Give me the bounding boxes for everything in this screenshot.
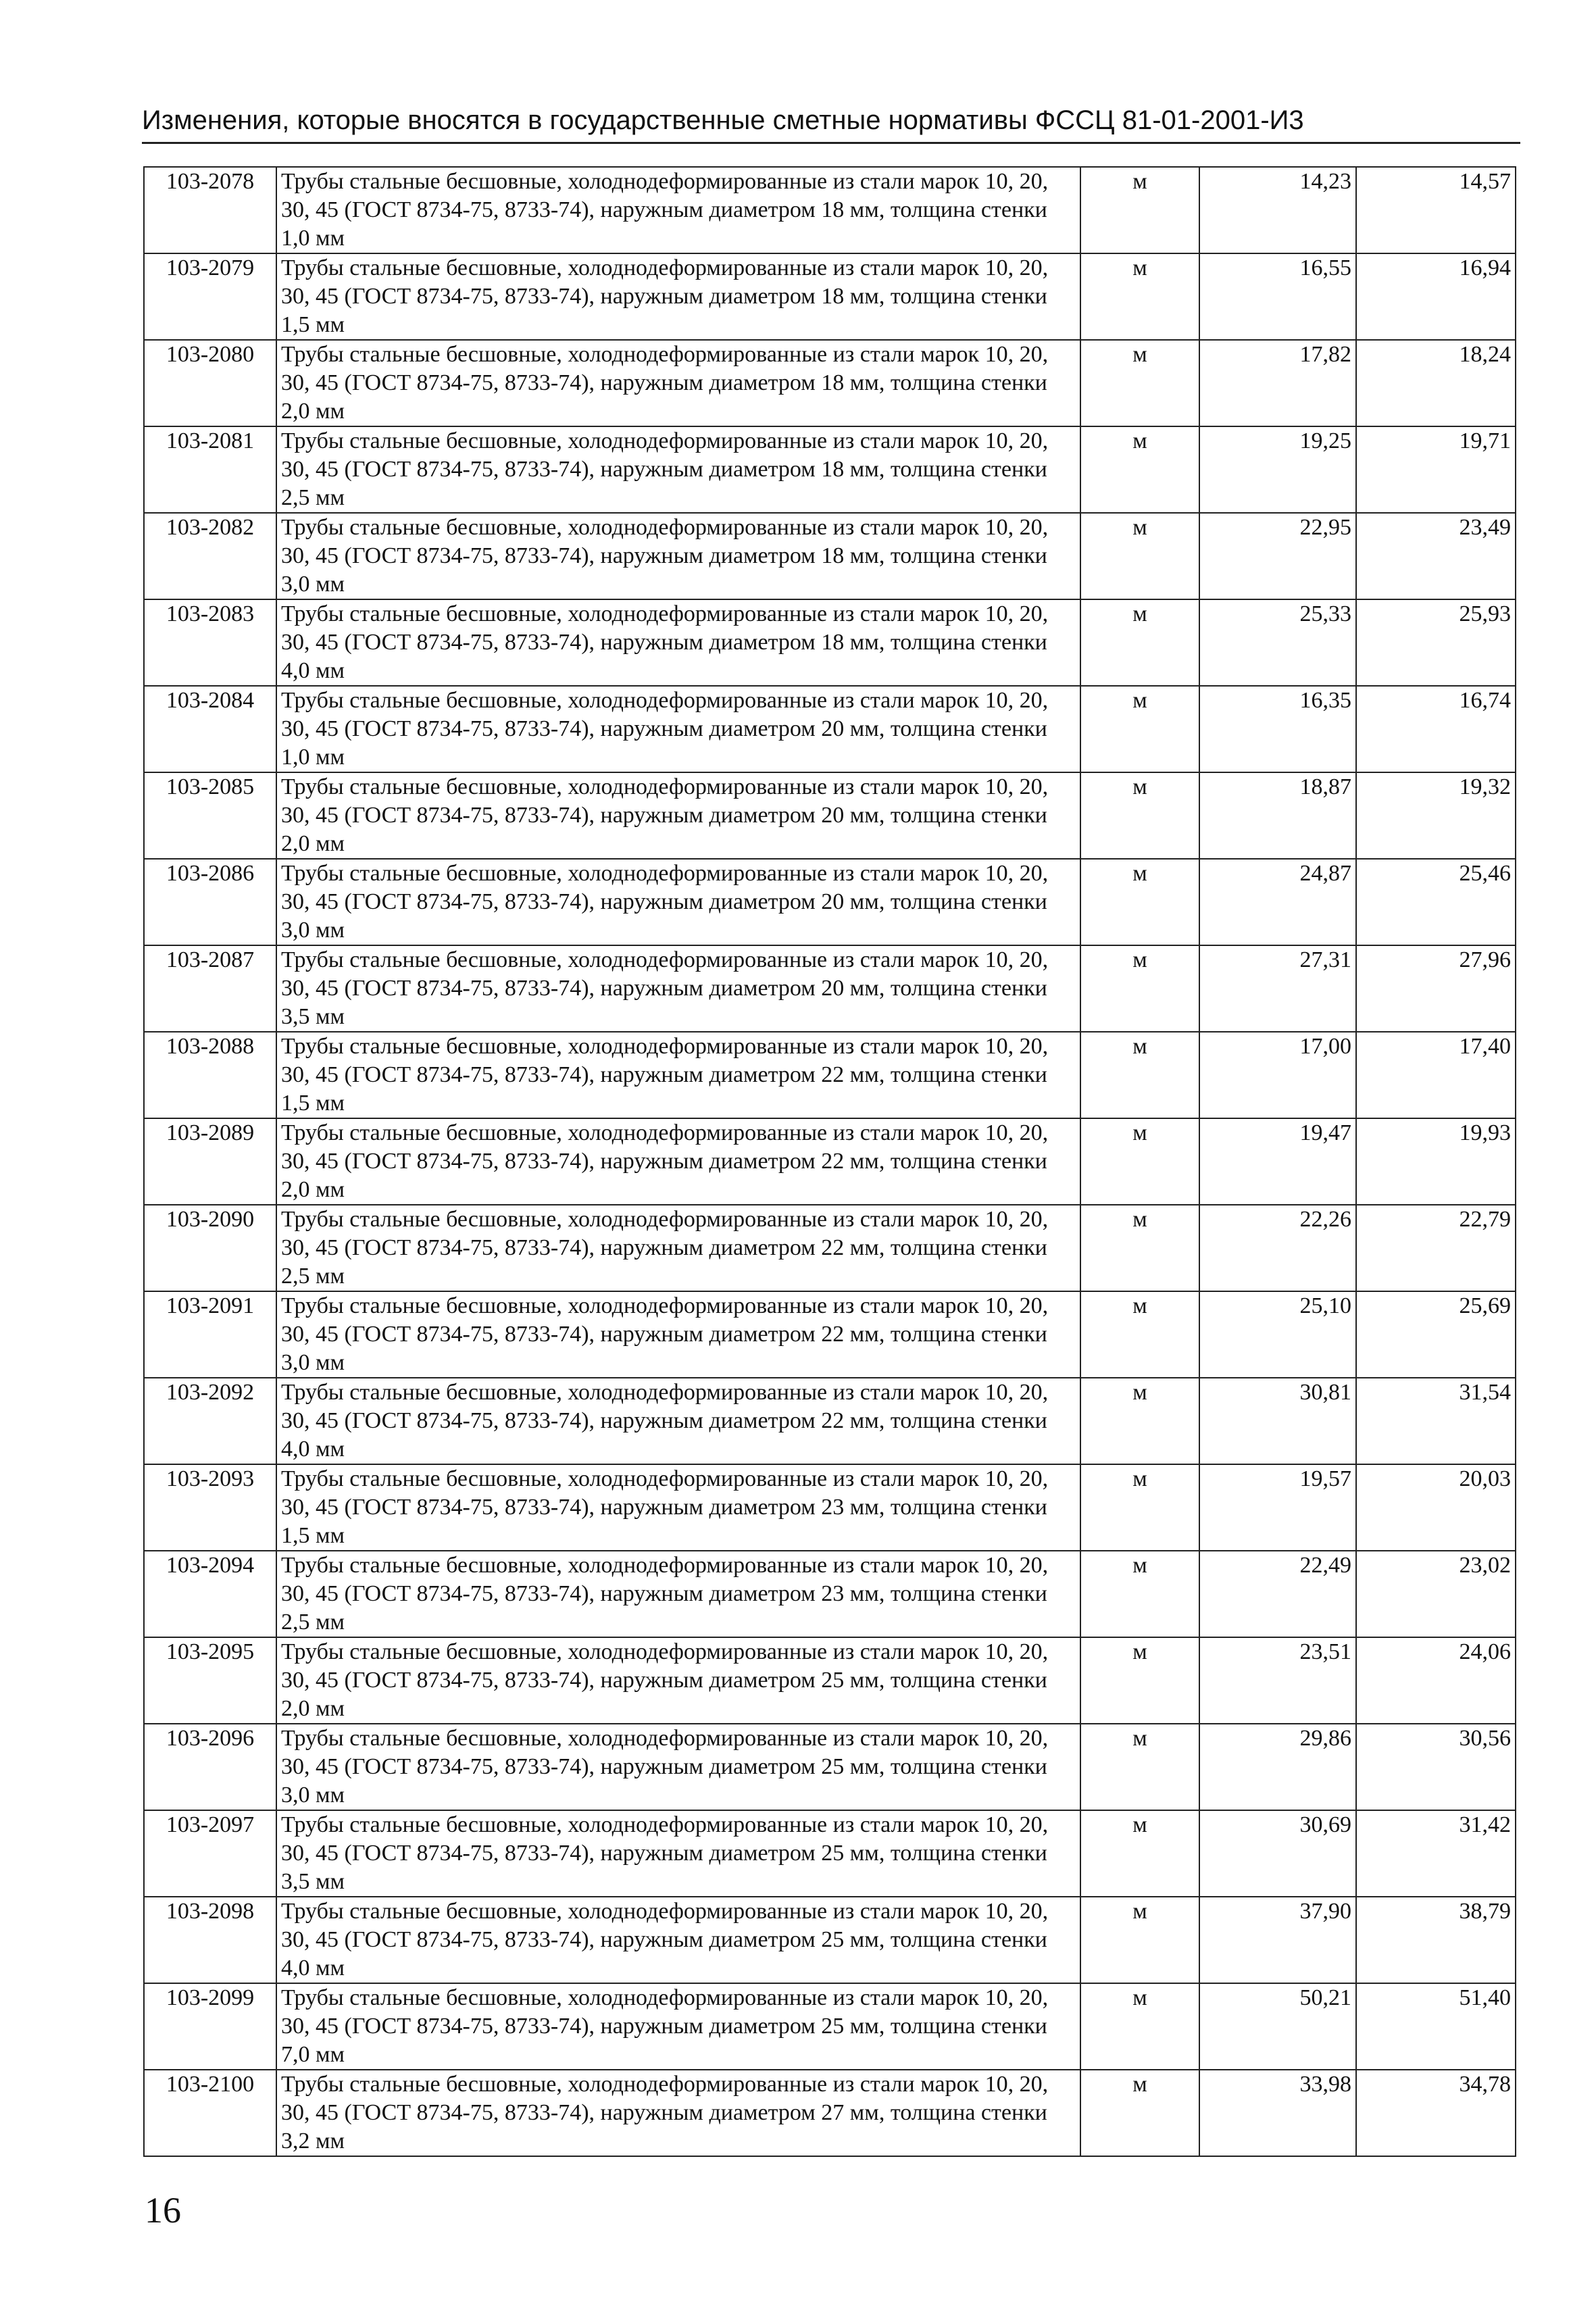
row-price-2: 17,40 [1356, 1032, 1516, 1118]
table-row [144, 1637, 1516, 1724]
row-price-1: 19,57 [1199, 1464, 1356, 1551]
row-price-2: 31,42 [1356, 1810, 1516, 1897]
row-price-2: 16,74 [1356, 686, 1516, 772]
row-description: Трубы стальные бесшовные, холоднодеформированные из стали марок 10, 20, 30, 45 (ГОСТ 8734-75, 8733-74), наружным диаметром 18 мм, толщина стенки 1,0 мм [276, 167, 1080, 253]
row-price-2: 25,69 [1356, 1291, 1516, 1378]
table-row [144, 859, 1516, 945]
row-price-2: 14,57 [1356, 167, 1516, 253]
row-price-1: 18,87 [1199, 772, 1356, 859]
row-price-1: 17,82 [1199, 340, 1356, 426]
row-description: Трубы стальные бесшовные, холоднодеформированные из стали марок 10, 20, 30, 45 (ГОСТ 8734-75, 8733-74), наружным диаметром 20 мм, толщина стенки 3,0 мм [276, 859, 1080, 945]
row-price-2: 19,71 [1356, 426, 1516, 513]
row-unit: м [1080, 1378, 1199, 1464]
table-row [144, 1464, 1516, 1551]
row-code: 103-2086 [144, 859, 276, 945]
row-description: Трубы стальные бесшовные, холоднодеформированные из стали марок 10, 20, 30, 45 (ГОСТ 8734-75, 8733-74), наружным диаметром 18 мм, толщина стенки 2,0 мм [276, 340, 1080, 426]
row-unit: м [1080, 340, 1199, 426]
row-price-1: 30,81 [1199, 1378, 1356, 1464]
row-unit: м [1080, 859, 1199, 945]
row-description: Трубы стальные бесшовные, холоднодеформированные из стали марок 10, 20, 30, 45 (ГОСТ 8734-75, 8733-74), наружным диаметром 18 мм, толщина стенки 3,0 мм [276, 513, 1080, 599]
row-code: 103-2078 [144, 167, 276, 253]
row-price-1: 30,69 [1199, 1810, 1356, 1897]
row-code: 103-2089 [144, 1118, 276, 1205]
row-description: Трубы стальные бесшовные, холоднодеформированные из стали марок 10, 20, 30, 45 (ГОСТ 8734-75, 8733-74), наружным диаметром 27 мм, толщина стенки 3,2 мм [276, 2070, 1080, 2156]
row-description: Трубы стальные бесшовные, холоднодеформированные из стали марок 10, 20, 30, 45 (ГОСТ 8734-75, 8733-74), наружным диаметром 18 мм, толщина стенки 2,5 мм [276, 426, 1080, 513]
row-price-2: 34,78 [1356, 2070, 1516, 2156]
row-price-2: 23,49 [1356, 513, 1516, 599]
row-price-1: 14,23 [1199, 167, 1356, 253]
row-price-1: 19,25 [1199, 426, 1356, 513]
row-unit: м [1080, 426, 1199, 513]
row-unit: м [1080, 2070, 1199, 2156]
row-unit: м [1080, 1810, 1199, 1897]
row-price-2: 24,06 [1356, 1637, 1516, 1724]
row-unit: м [1080, 772, 1199, 859]
row-description: Трубы стальные бесшовные, холоднодеформированные из стали марок 10, 20, 30, 45 (ГОСТ 8734-75, 8733-74), наружным диаметром 22 мм, толщина стенки 2,5 мм [276, 1205, 1080, 1291]
row-description: Трубы стальные бесшовные, холоднодеформированные из стали марок 10, 20, 30, 45 (ГОСТ 8734-75, 8733-74), наружным диаметром 22 мм, толщина стенки 1,5 мм [276, 1032, 1080, 1118]
row-description: Трубы стальные бесшовные, холоднодеформированные из стали марок 10, 20, 30, 45 (ГОСТ 8734-75, 8733-74), наружным диаметром 25 мм, толщина стенки 7,0 мм [276, 1983, 1080, 2070]
row-description: Трубы стальные бесшовные, холоднодеформированные из стали марок 10, 20, 30, 45 (ГОСТ 8734-75, 8733-74), наружным диаметром 22 мм, толщина стенки 3,0 мм [276, 1291, 1080, 1378]
table-row [144, 686, 1516, 772]
row-description: Трубы стальные бесшовные, холоднодеформированные из стали марок 10, 20, 30, 45 (ГОСТ 8734-75, 8733-74), наружным диаметром 23 мм, толщина стенки 1,5 мм [276, 1464, 1080, 1551]
row-price-1: 25,33 [1199, 599, 1356, 686]
row-unit: м [1080, 1897, 1199, 1983]
row-description: Трубы стальные бесшовные, холоднодеформированные из стали марок 10, 20, 30, 45 (ГОСТ 8734-75, 8733-74), наружным диаметром 25 мм, толщина стенки 3,0 мм [276, 1724, 1080, 1810]
row-price-2: 16,94 [1356, 253, 1516, 340]
row-price-1: 22,95 [1199, 513, 1356, 599]
row-unit: м [1080, 1205, 1199, 1291]
row-code: 103-2090 [144, 1205, 276, 1291]
row-description: Трубы стальные бесшовные, холоднодеформированные из стали марок 10, 20, 30, 45 (ГОСТ 8734-75, 8733-74), наружным диаметром 20 мм, толщина стенки 3,5 мм [276, 945, 1080, 1032]
table-body [144, 167, 1516, 2156]
price-table [143, 166, 1516, 2157]
table-row [144, 772, 1516, 859]
row-code: 103-2098 [144, 1897, 276, 1983]
row-price-2: 19,32 [1356, 772, 1516, 859]
row-code: 103-2094 [144, 1551, 276, 1637]
table-row [144, 1551, 1516, 1637]
row-price-1: 17,00 [1199, 1032, 1356, 1118]
row-code: 103-2099 [144, 1983, 276, 2070]
table-row [144, 1983, 1516, 2070]
row-price-2: 51,40 [1356, 1983, 1516, 2070]
row-code: 103-2096 [144, 1724, 276, 1810]
row-unit: м [1080, 1551, 1199, 1637]
row-description: Трубы стальные бесшовные, холоднодеформированные из стали марок 10, 20, 30, 45 (ГОСТ 8734-75, 8733-74), наружным диаметром 25 мм, толщина стенки 4,0 мм [276, 1897, 1080, 1983]
row-price-2: 25,93 [1356, 599, 1516, 686]
row-code: 103-2080 [144, 340, 276, 426]
row-code: 103-2095 [144, 1637, 276, 1724]
row-unit: м [1080, 1637, 1199, 1724]
row-code: 103-2084 [144, 686, 276, 772]
row-code: 103-2100 [144, 2070, 276, 2156]
row-unit: м [1080, 167, 1199, 253]
row-code: 103-2082 [144, 513, 276, 599]
row-price-2: 31,54 [1356, 1378, 1516, 1464]
row-code: 103-2085 [144, 772, 276, 859]
row-price-1: 25,10 [1199, 1291, 1356, 1378]
row-code: 103-2079 [144, 253, 276, 340]
row-price-1: 29,86 [1199, 1724, 1356, 1810]
row-description: Трубы стальные бесшовные, холоднодеформированные из стали марок 10, 20, 30, 45 (ГОСТ 8734-75, 8733-74), наружным диаметром 25 мм, толщина стенки 2,0 мм [276, 1637, 1080, 1724]
table-row [144, 340, 1516, 426]
row-price-2: 25,46 [1356, 859, 1516, 945]
row-unit: м [1080, 253, 1199, 340]
row-description: Трубы стальные бесшовные, холоднодеформированные из стали марок 10, 20, 30, 45 (ГОСТ 8734-75, 8733-74), наружным диаметром 25 мм, толщина стенки 3,5 мм [276, 1810, 1080, 1897]
row-unit: м [1080, 1724, 1199, 1810]
table-row [144, 253, 1516, 340]
row-description: Трубы стальные бесшовные, холоднодеформированные из стали марок 10, 20, 30, 45 (ГОСТ 8734-75, 8733-74), наружным диаметром 22 мм, толщина стенки 4,0 мм [276, 1378, 1080, 1464]
row-price-1: 16,55 [1199, 253, 1356, 340]
page-number: 16 [145, 2190, 181, 2231]
row-code: 103-2092 [144, 1378, 276, 1464]
row-unit: м [1080, 1118, 1199, 1205]
table-row [144, 513, 1516, 599]
table-row [144, 1205, 1516, 1291]
row-price-2: 27,96 [1356, 945, 1516, 1032]
row-price-1: 23,51 [1199, 1637, 1356, 1724]
table-row [144, 1810, 1516, 1897]
table-row [144, 426, 1516, 513]
row-code: 103-2087 [144, 945, 276, 1032]
row-price-1: 33,98 [1199, 2070, 1356, 2156]
table-row [144, 945, 1516, 1032]
row-price-1: 27,31 [1199, 945, 1356, 1032]
row-price-2: 22,79 [1356, 1205, 1516, 1291]
row-description: Трубы стальные бесшовные, холоднодеформированные из стали марок 10, 20, 30, 45 (ГОСТ 8734-75, 8733-74), наружным диаметром 23 мм, толщина стенки 2,5 мм [276, 1551, 1080, 1637]
table-row [144, 2070, 1516, 2156]
page-header: Изменения, которые вносятся в государственные сметные нормативы ФССЦ 81-01-2001-И3 [142, 101, 1520, 144]
row-description: Трубы стальные бесшовные, холоднодеформированные из стали марок 10, 20, 30, 45 (ГОСТ 8734-75, 8733-74), наружным диаметром 18 мм, толщина стенки 1,5 мм [276, 253, 1080, 340]
row-price-2: 23,02 [1356, 1551, 1516, 1637]
row-price-1: 24,87 [1199, 859, 1356, 945]
row-unit: м [1080, 686, 1199, 772]
row-price-1: 50,21 [1199, 1983, 1356, 2070]
row-price-1: 22,49 [1199, 1551, 1356, 1637]
table-row [144, 1291, 1516, 1378]
table-row [144, 599, 1516, 686]
row-unit: м [1080, 1032, 1199, 1118]
row-unit: м [1080, 1983, 1199, 2070]
row-price-1: 19,47 [1199, 1118, 1356, 1205]
row-price-2: 20,03 [1356, 1464, 1516, 1551]
row-code: 103-2091 [144, 1291, 276, 1378]
row-unit: м [1080, 1291, 1199, 1378]
row-price-2: 38,79 [1356, 1897, 1516, 1983]
row-code: 103-2083 [144, 599, 276, 686]
table-row [144, 1724, 1516, 1810]
row-unit: м [1080, 599, 1199, 686]
row-price-1: 16,35 [1199, 686, 1356, 772]
row-description: Трубы стальные бесшовные, холоднодеформированные из стали марок 10, 20, 30, 45 (ГОСТ 8734-75, 8733-74), наружным диаметром 22 мм, толщина стенки 2,0 мм [276, 1118, 1080, 1205]
table-row [144, 167, 1516, 253]
table-row [144, 1032, 1516, 1118]
row-unit: м [1080, 1464, 1199, 1551]
row-price-1: 22,26 [1199, 1205, 1356, 1291]
row-unit: м [1080, 513, 1199, 599]
row-description: Трубы стальные бесшовные, холоднодеформированные из стали марок 10, 20, 30, 45 (ГОСТ 8734-75, 8733-74), наружным диаметром 18 мм, толщина стенки 4,0 мм [276, 599, 1080, 686]
row-code: 103-2081 [144, 426, 276, 513]
table-row [144, 1378, 1516, 1464]
row-unit: м [1080, 945, 1199, 1032]
row-description: Трубы стальные бесшовные, холоднодеформированные из стали марок 10, 20, 30, 45 (ГОСТ 8734-75, 8733-74), наружным диаметром 20 мм, толщина стенки 1,0 мм [276, 686, 1080, 772]
row-price-2: 19,93 [1356, 1118, 1516, 1205]
table-row [144, 1897, 1516, 1983]
row-price-2: 30,56 [1356, 1724, 1516, 1810]
row-price-2: 18,24 [1356, 340, 1516, 426]
row-description: Трубы стальные бесшовные, холоднодеформированные из стали марок 10, 20, 30, 45 (ГОСТ 8734-75, 8733-74), наружным диаметром 20 мм, толщина стенки 2,0 мм [276, 772, 1080, 859]
row-price-1: 37,90 [1199, 1897, 1356, 1983]
row-code: 103-2093 [144, 1464, 276, 1551]
row-code: 103-2088 [144, 1032, 276, 1118]
table-row [144, 1118, 1516, 1205]
row-code: 103-2097 [144, 1810, 276, 1897]
